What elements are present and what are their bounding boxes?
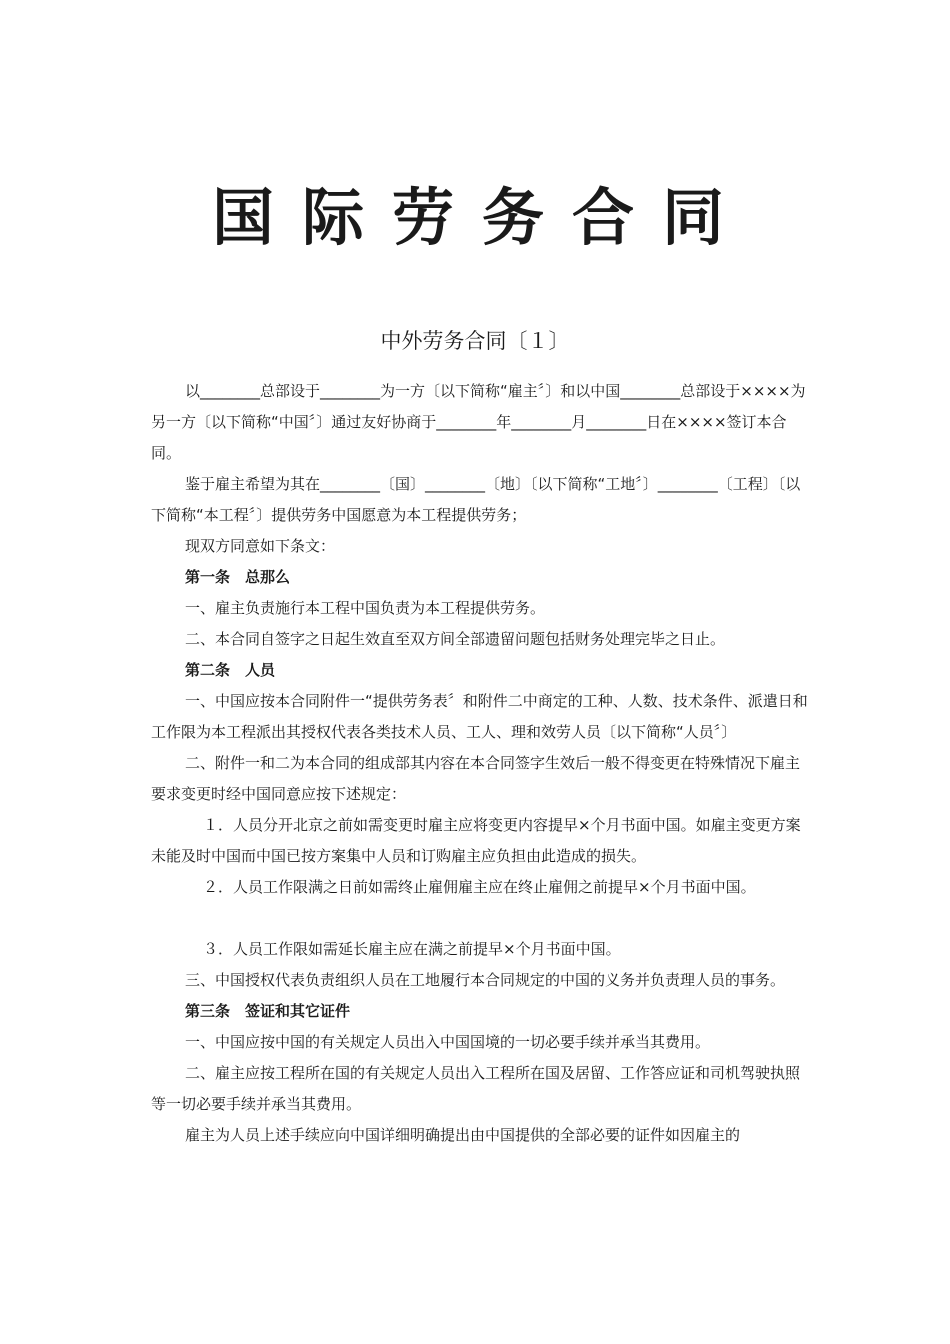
document-body (151, 376, 811, 1151)
article-2-item-1: 一、中国应按本合同附件一“提供劳务表〞和附件二中商定的工种、人数、技术条件、派遣日和工作限为本工程派出其授权代表各类技术人员、工人、理和效劳人员〔以下简称“人员〞〕 (151, 692, 808, 741)
article-2-subitem-1: １．人员分开北京之前如需变更时雇主应将变更内容提早×个月书面中国。如雇主变更方案未能及时中国而中国已按方案集中人员和订购雇主应负担由此造成的损失。 (151, 816, 801, 865)
article-3-item-2: 二、雇主应按工程所在国的有关规定人员出入工程所在国及居留、工作答应证和司机驾驶执照等一切必要手续并承当其费用。 (151, 1064, 801, 1113)
article-2-subitem-3: ３．人员工作限如需延长雇主应在满之前提早×个月书面中国。 (203, 940, 621, 958)
recital-paragraph: 鉴于雇主希望为其在________〔国〕________〔地〕〔以下简称“工地〞〕________〔工程〕〔以下简称“本工程〞〕提供劳务中国愿意为本工程提供劳务； (151, 475, 801, 524)
article-3-item-1: 一、中国应按中国的有关规定人员出入中国国境的一切必要手续并承当其费用。 (185, 1033, 711, 1051)
article-1-heading: 第一条 总那么 (185, 568, 291, 586)
article-2-heading: 第二条 人员 (185, 661, 276, 679)
article-1-item-1: 一、雇主负责施行本工程中国负责为本工程提供劳务。 (185, 599, 546, 617)
article-2-item-2: 二、附件一和二为本合同的组成部其内容在本合同签字生效后一般不得变更在特殊情况下雇主要求变更时经中国同意应按下述规定： (151, 754, 801, 803)
article-2-item-3: 三、中国授权代表负责组织人员在工地履行本合同规定的中国的义务并负责理人员的事务。 (185, 971, 786, 989)
article-1-item-2: 二、本合同自签字之日起生效直至双方间全部遗留问题包括财务处理完毕之日止。 (185, 630, 726, 648)
article-3-heading: 第三条 签证和其它证件 (185, 1002, 351, 1020)
agreement-paragraph: 现双方同意如下条文： (185, 537, 336, 555)
document-subtitle: 中外劳务合同〔１〕 (380, 329, 570, 353)
preamble-paragraph: 以________总部设于________为一方〔以下简称“雇主〞〕和以中国________总部设于××××为另一方〔以下简称“中国〞〕通过友好协商于________年________月________日在××××签订本合同。 (151, 382, 806, 462)
article-3-item-3: 雇主为人员上述手续应向中国详细明确提出由中国提供的全部必要的证件如因雇主的 (185, 1126, 741, 1144)
document-title: 国际劳务合同 (211, 181, 752, 254)
article-2-subitem-2: ２．人员工作限满之日前如需终止雇佣雇主应在终止雇佣之前提早×个月书面中国。 (203, 878, 756, 896)
blank-line (151, 903, 811, 934)
